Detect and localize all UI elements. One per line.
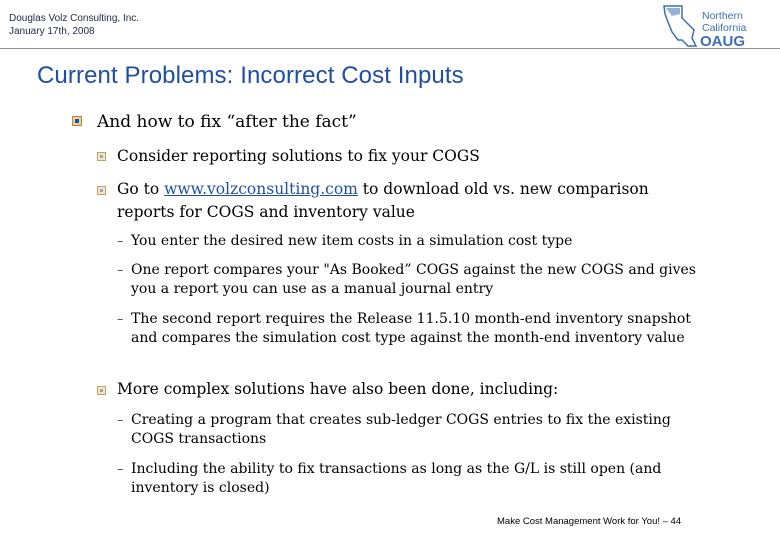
sub-bullet-2 bbox=[117, 178, 737, 224]
sub-bullet-2-prefix: Go to bbox=[117, 180, 165, 198]
dash-marker: – bbox=[117, 263, 124, 278]
dash-marker: – bbox=[117, 462, 124, 477]
slide-title: Current Problems: Incorrect Cost Inputs bbox=[37, 62, 464, 89]
sub-bullet-3: More complex solutions have also been done, including: bbox=[117, 380, 559, 398]
list-item: Including the ability to fix transactions as long as the G/L is still open (and inventory is closed) bbox=[131, 461, 662, 496]
dash-marker: – bbox=[117, 413, 124, 428]
presentation-date: January 17th, 2008 bbox=[9, 26, 95, 37]
list-item: One report compares your "As Booked” COGS against the new COGS and gives you a report you can use as a manual journal entry bbox=[131, 262, 696, 297]
list-item: You enter the desired new item costs in a simulation cost type bbox=[131, 233, 573, 249]
dash-marker: – bbox=[117, 312, 124, 327]
list-item: Creating a program that creates sub-ledger COGS entries to fix the existing COGS transactions bbox=[131, 412, 671, 447]
sub-bullet-2-line2: reports for COGS and inventory value bbox=[117, 203, 415, 221]
logo-brand: OAUG bbox=[700, 33, 745, 48]
bullet-square-icon bbox=[72, 116, 88, 128]
list-item: The second report requires the Release 11.5.10 month-end inventory snapshot and compares the simulation cost type against the month-end inventory value bbox=[131, 311, 691, 346]
logo-line2: California bbox=[702, 22, 747, 34]
sub-bullet-1: Consider reporting solutions to fix your COGS bbox=[117, 147, 480, 165]
bullet-main: And how to fix “after the fact” bbox=[97, 112, 357, 132]
dash-marker: – bbox=[117, 234, 124, 249]
logo-line1: Northern bbox=[702, 10, 743, 22]
sub-bullet-square-icon bbox=[97, 152, 111, 163]
sub-bullet-square-icon bbox=[97, 386, 111, 397]
volzconsulting-link[interactable]: www.volzconsulting.com bbox=[164, 180, 358, 198]
sub-bullet-square-icon bbox=[97, 186, 111, 197]
footer-text: Make Cost Management Work for You! – 44 bbox=[497, 516, 682, 527]
company-name: Douglas Volz Consulting, Inc. bbox=[9, 13, 140, 24]
sub-bullet-2-suffix: to download old vs. new comparison bbox=[357, 180, 649, 198]
